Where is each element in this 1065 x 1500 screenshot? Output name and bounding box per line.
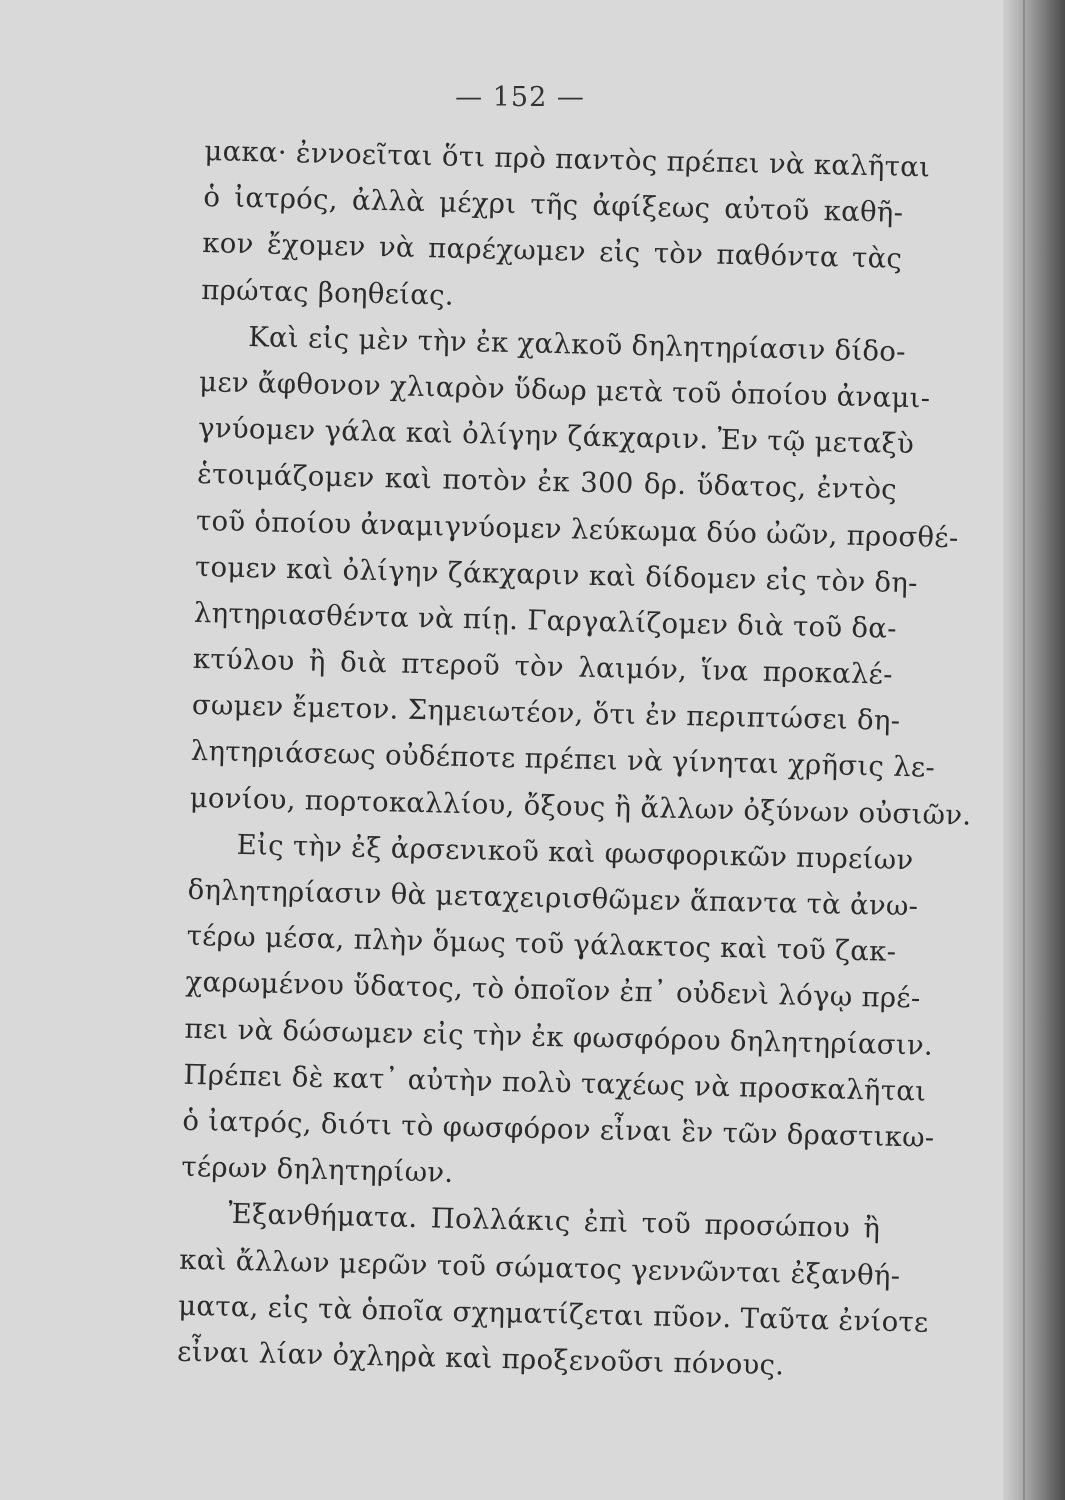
text-line: τοῦ ὁποίου ἀναμιγνύομεν λεύκωμα δύο ὠῶν, προσθέ- [195,504,959,554]
text-line: γνύομεν γάλα καὶ ὀλίγην ζάκχαριν. Ἐν τῷ μεταξὺ [197,412,915,461]
text-line: πρώτας βοηθείας. [200,273,455,312]
text-line: σωμεν ἔμετον. Σημειωτέον, ὅτι ἐν περιπτώσει δη- [191,689,901,738]
text-line: τέρω μέσα, πλὴν ὅμως τοῦ γάλακτος καὶ τοῦ ζακ- [186,919,897,969]
text-line: δηλητηρίασιν θὰ μεταχειρισθῶμεν ἅπαντα τὰ ἀνω- [187,873,919,923]
body-text [176,128,972,1391]
text-line: Ἐξανθήματα. Πολλάκις ἐπὶ τοῦ προσώπου ἢ [228,1198,881,1245]
text-line: τομεν καὶ ὀλίγην ζάκχαριν καὶ δίδομεν εἰς τὸν δη- [194,550,919,599]
text-line: ὁ ἰατρός, ἀλλὰ μέχρι τῆς ἀφίξεως αὐτοῦ καθῆ- [203,181,904,230]
text-line: μακα· ἐννοεῖται ὅτι πρὸ παντὸς πρέπει νὰ καλῆται [204,134,931,184]
text-line: πει νὰ δώσωμεν εἰς τὴν ἐκ φωσφόρου δηλητηρίασιν. [184,1012,934,1062]
book-binding-edge [1003,0,1065,1500]
text-line: ὁ ἰατρός, διότι τὸ φωσφόρον εἶναι ἓν τῶν δραστικω- [182,1104,935,1154]
text-line: Εἰς τὴν ἐξ ἀρσενικοῦ καὶ φωσφορικῶν πυρείων [236,828,914,877]
text-line: κον ἔχομεν νὰ παρέχωμεν εἰς τὸν παθόντα τὰς [202,227,903,276]
text-line: Καὶ εἰς μὲν τὴν ἐκ χαλκοῦ δηλητηρίασιν δίδο- [247,320,907,368]
page-number: — 152 — [455,82,585,113]
text-line: λητηριάσεως οὐδέποτε πρέπει νὰ γίνηται χρῆσις λε- [190,735,936,785]
text-line: καὶ ἄλλων μερῶν τοῦ σώματος γεννῶνται ἐξανθή- [178,1243,901,1292]
text-line: Πρέπει δὲ κατ᾽ αὐτὴν πολὺ ταχέως νὰ προσκαλῆται [183,1058,927,1108]
text-line: ματα, εἰς τὰ ὁποῖα σχηματίζεται πῦον. Ταῦτα ἐνίοτε [177,1289,929,1339]
binding-crease [1023,0,1025,1500]
text-line: χαρωμένου ὕδατος, τὸ ὁποῖον ἐπ᾽ οὐδενὶ λόγῳ πρέ- [185,966,921,1015]
text-line: κτύλου ἢ διὰ πτεροῦ τὸν λαιμόν, ἵνα προκαλέ- [192,642,894,691]
text-line: μονίου, πορτοκαλλίου, ὄξους ἢ ἄλλων ὀξύνων οὐσιῶν. [189,781,972,832]
text-line: εἶναι λίαν ὀχληρὰ καὶ προξενοῦσι πόνους. [176,1335,785,1382]
text-line: μεν ἄφθονον χλιαρὸν ὕδωρ μετὰ τοῦ ὁποίου ἀναμι- [198,365,931,415]
text-line: λητηριασθέντα νὰ πίῃ. Γαργαλίζομεν διὰ τοῦ δα- [193,596,898,645]
text-line: τέρων δηλητηρίων. [181,1150,454,1190]
text-line: ἑτοιμάζομεν καὶ ποτὸν ἐκ 300 δρ. ὕδατος, ἐντὸς [196,458,898,507]
